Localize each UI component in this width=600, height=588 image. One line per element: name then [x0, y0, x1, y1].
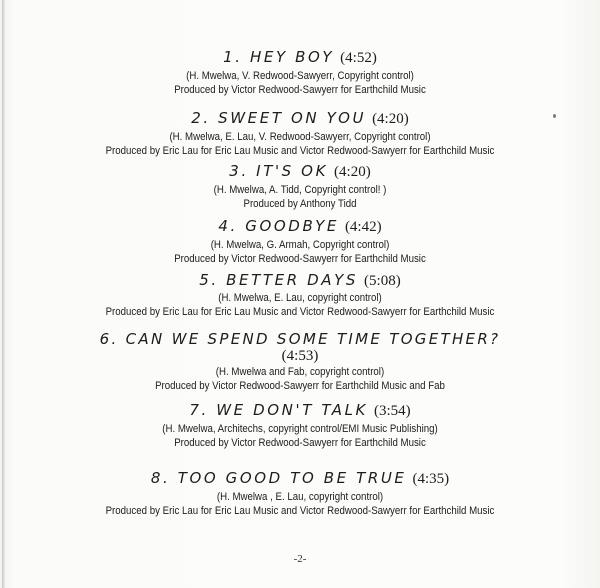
track-duration: (4:42)	[344, 219, 382, 235]
track-producer: Produced by Eric Lau for Eric Lau Music and Victor Redwood-Sawyerr for Earthchild Music	[105, 505, 495, 517]
track-writers: (H. Mwelwa, V. Redwood-Sawyerr, Copyright control)	[186, 70, 414, 82]
track-5	[0, 273, 600, 319]
track-title: 7. WE DON'T TALK	[189, 401, 368, 419]
track-title-line	[0, 111, 600, 127]
track-title: 4. GOODBYE	[218, 217, 339, 235]
track-producer: Produced by Victor Redwood-Sawyerr for Earthchild Music	[174, 253, 426, 265]
track-producer: Produced by Victor Redwood-Sawyerr for Earthchild Music	[174, 437, 426, 449]
track-writers: (H. Mwelwa, Architechs, copyright control/EMI Music Publishing)	[162, 423, 438, 435]
page-number: -2-	[293, 553, 307, 565]
track-title-line	[0, 273, 600, 289]
track-title: 2. SWEET ON YOU	[191, 109, 367, 127]
track-writers: (H. Mwelwa, A. Tidd, Copyright control! )	[213, 184, 387, 196]
track-writers: (H. Mwelwa , E. Lau, copyright control)	[216, 491, 384, 503]
track-title-line	[0, 332, 600, 348]
track-6	[0, 332, 600, 393]
track-producer: Produced by Eric Lau for Eric Lau Music and Victor Redwood-Sawyerr for Earthchild Music	[105, 306, 495, 318]
track-title: 3. IT'S OK	[229, 162, 329, 180]
track-7	[0, 403, 600, 450]
track-writers: (H. Mwelwa, E. Lau, copyright control)	[218, 292, 382, 304]
track-writers: (H. Mwelwa and Fab, copyright control)	[215, 366, 385, 378]
track-title-line	[0, 471, 600, 487]
track-duration: (3:54)	[373, 403, 411, 419]
track-title: 6. CAN WE SPEND SOME TIME TOGETHER?	[99, 330, 501, 348]
track-duration: (4:20)	[334, 164, 371, 180]
track-duration: (4:35)	[412, 471, 450, 487]
track-title-line	[0, 219, 600, 235]
track-title: 8. TOO GOOD TO BE TRUE	[150, 469, 407, 487]
track-3	[0, 164, 600, 211]
track-duration: (4:52)	[340, 50, 377, 66]
track-title-line	[0, 50, 600, 66]
track-1	[0, 50, 600, 97]
track-producer: Produced by Victor Redwood-Sawyerr for Earthchild Music	[174, 84, 426, 96]
track-title: 5. BETTER DAYS	[199, 271, 359, 289]
track-duration: (4:20)	[372, 111, 409, 127]
track-8	[0, 471, 600, 518]
track-duration: (5:08)	[364, 273, 401, 289]
track-duration: (4:53)	[281, 348, 319, 364]
track-title-line	[0, 403, 600, 419]
track-producer: Produced by Anthony Tidd	[243, 198, 357, 210]
track-title: 1. HEY BOY	[223, 48, 335, 66]
track-title-line	[0, 164, 600, 180]
track-writers: (H. Mwelwa, G. Armah, Copyright control)	[210, 239, 390, 251]
track-producer: Produced by Eric Lau for Eric Lau Music and Victor Redwood-Sawyerr for Earthchild Music	[105, 145, 495, 157]
track-writers: (H. Mwelwa, E. Lau, V. Redwood-Sawyerr, Copyright control)	[169, 131, 431, 143]
track-producer: Produced by Victor Redwood-Sawyerr for Earthchild Music and Fab	[155, 380, 445, 392]
track-4	[0, 219, 600, 266]
track-2	[0, 111, 600, 158]
